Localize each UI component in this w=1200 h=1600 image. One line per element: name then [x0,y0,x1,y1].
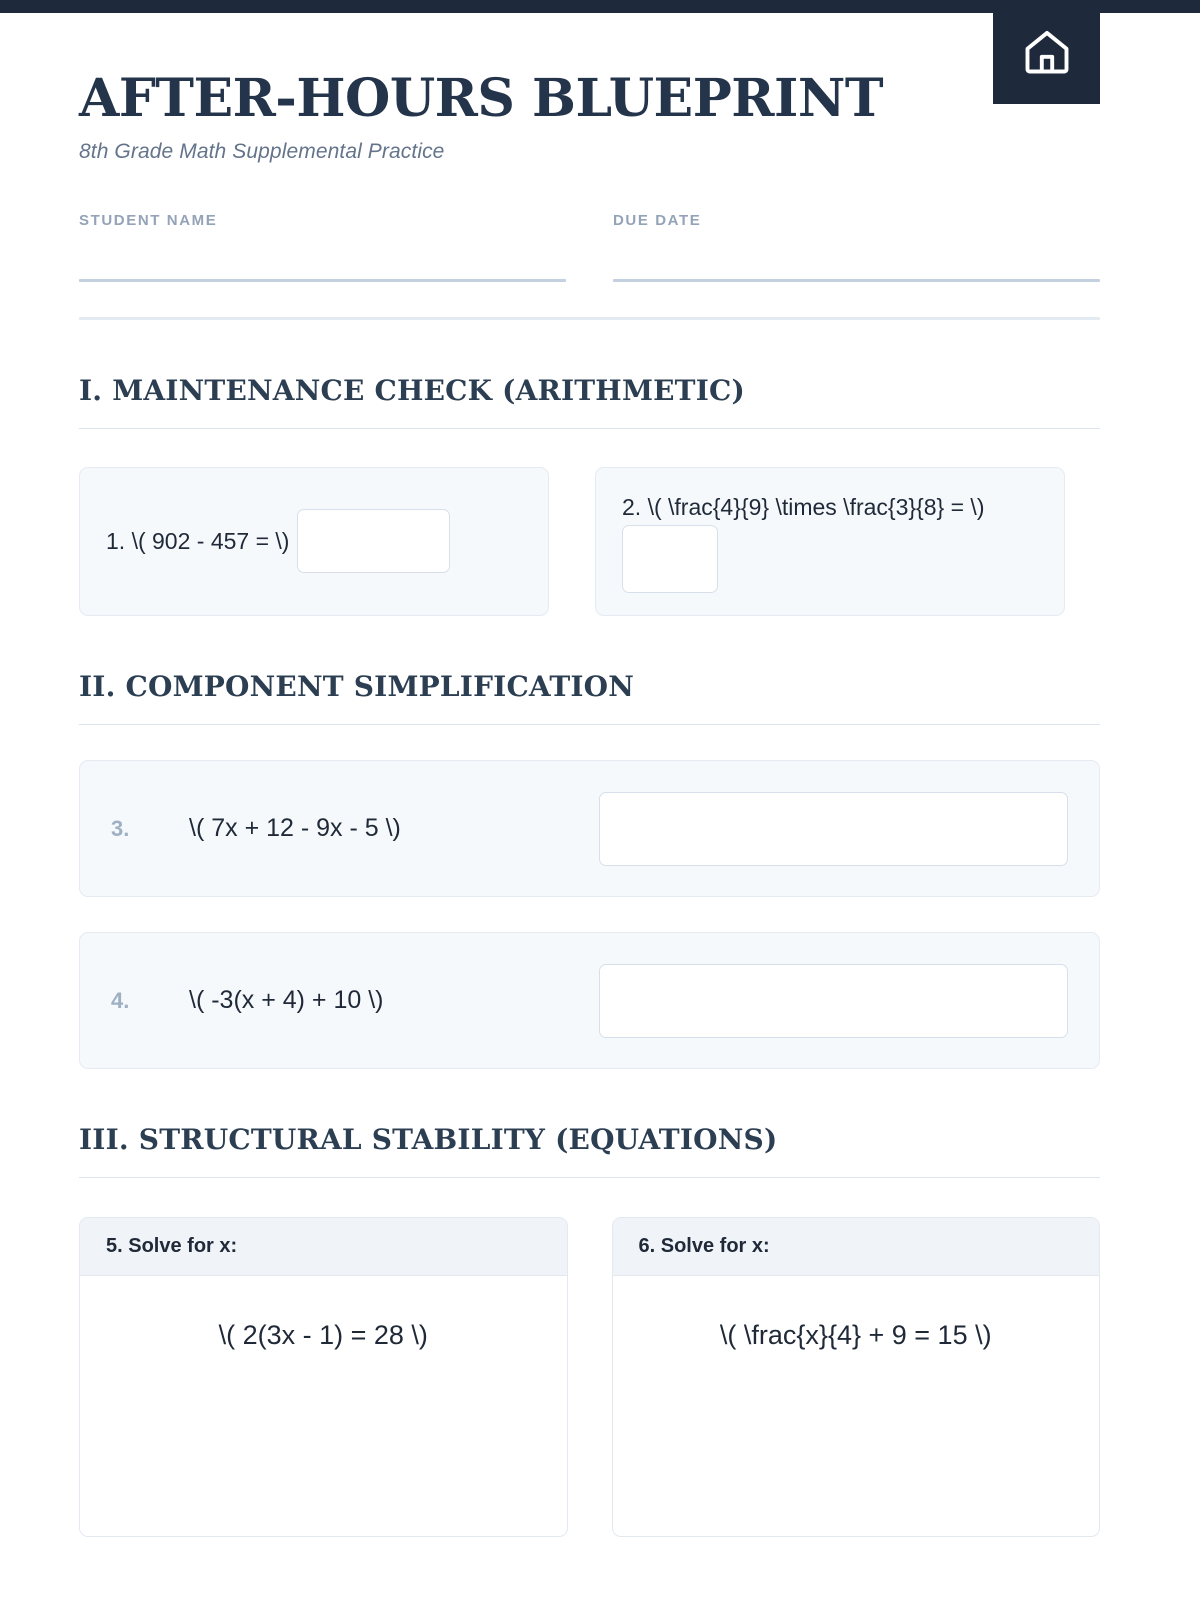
header-divider [79,317,1100,320]
arithmetic-grid [79,467,1100,617]
answer-input-1[interactable] [297,509,450,573]
problem-2-expression: 2. \( \frac{4}{9} \times \frac{3}{8} = \) [622,493,985,520]
problem-4-number: 4. [111,987,130,1013]
problem-1-inner [106,509,450,573]
answer-input-4[interactable] [599,964,1068,1038]
section-rule-2 [79,724,1100,725]
student-name-input[interactable] [79,279,566,282]
section-rule-1 [79,428,1100,429]
section-equations [79,1123,1100,1537]
problem-1-expression: 1. \( 902 - 457 = \) [106,527,290,554]
problem-row-3 [79,760,1100,897]
problem-row-4 [79,932,1100,1069]
equation-5-prompt: 5. Solve for x: [80,1218,567,1276]
meta-row [79,212,1100,282]
problem-card-1 [79,467,549,617]
due-date-field [613,212,1100,282]
answer-input-2[interactable] [622,525,718,593]
page-content [79,0,1100,1537]
equation-6-expression: \( \frac{x}{4} + 9 = 15 \) [719,1320,992,1351]
equation-5-workspace[interactable] [80,1276,567,1536]
section-rule-3 [79,1177,1100,1178]
equation-6-prompt: 6. Solve for x: [613,1218,1100,1276]
masthead [79,0,1100,164]
answer-input-3[interactable] [599,792,1068,866]
problem-4-expression: \( -3(x + 4) + 10 \) [189,986,384,1015]
page-title: AFTER-HOURS BLUEPRINT [79,68,884,129]
problem-2-inner [622,490,1038,594]
equation-grid [79,1217,1100,1537]
student-name-field [79,212,566,282]
equation-5-expression: \( 2(3x - 1) = 28 \) [218,1320,428,1351]
student-name-label: STUDENT NAME [79,211,218,229]
equation-6-workspace[interactable] [613,1276,1100,1536]
due-date-label: DUE DATE [613,211,702,229]
equation-card-5 [79,1217,568,1537]
section-title-3: III. STRUCTURAL STABILITY (EQUATIONS) [79,1123,778,1157]
section-title-2: II. COMPONENT SIMPLIFICATION [79,670,635,704]
equation-card-6 [612,1217,1101,1537]
problem-3-number: 3. [111,815,130,841]
section-simplification [79,670,1100,1069]
page-subtitle: 8th Grade Math Supplemental Practice [79,139,445,163]
problem-3-expression: \( 7x + 12 - 9x - 5 \) [189,814,401,843]
section-arithmetic [79,374,1100,617]
due-date-input[interactable] [613,279,1100,282]
problem-card-2 [595,467,1065,617]
section-title-1: I. MAINTENANCE CHECK (ARITHMETIC) [79,373,745,407]
